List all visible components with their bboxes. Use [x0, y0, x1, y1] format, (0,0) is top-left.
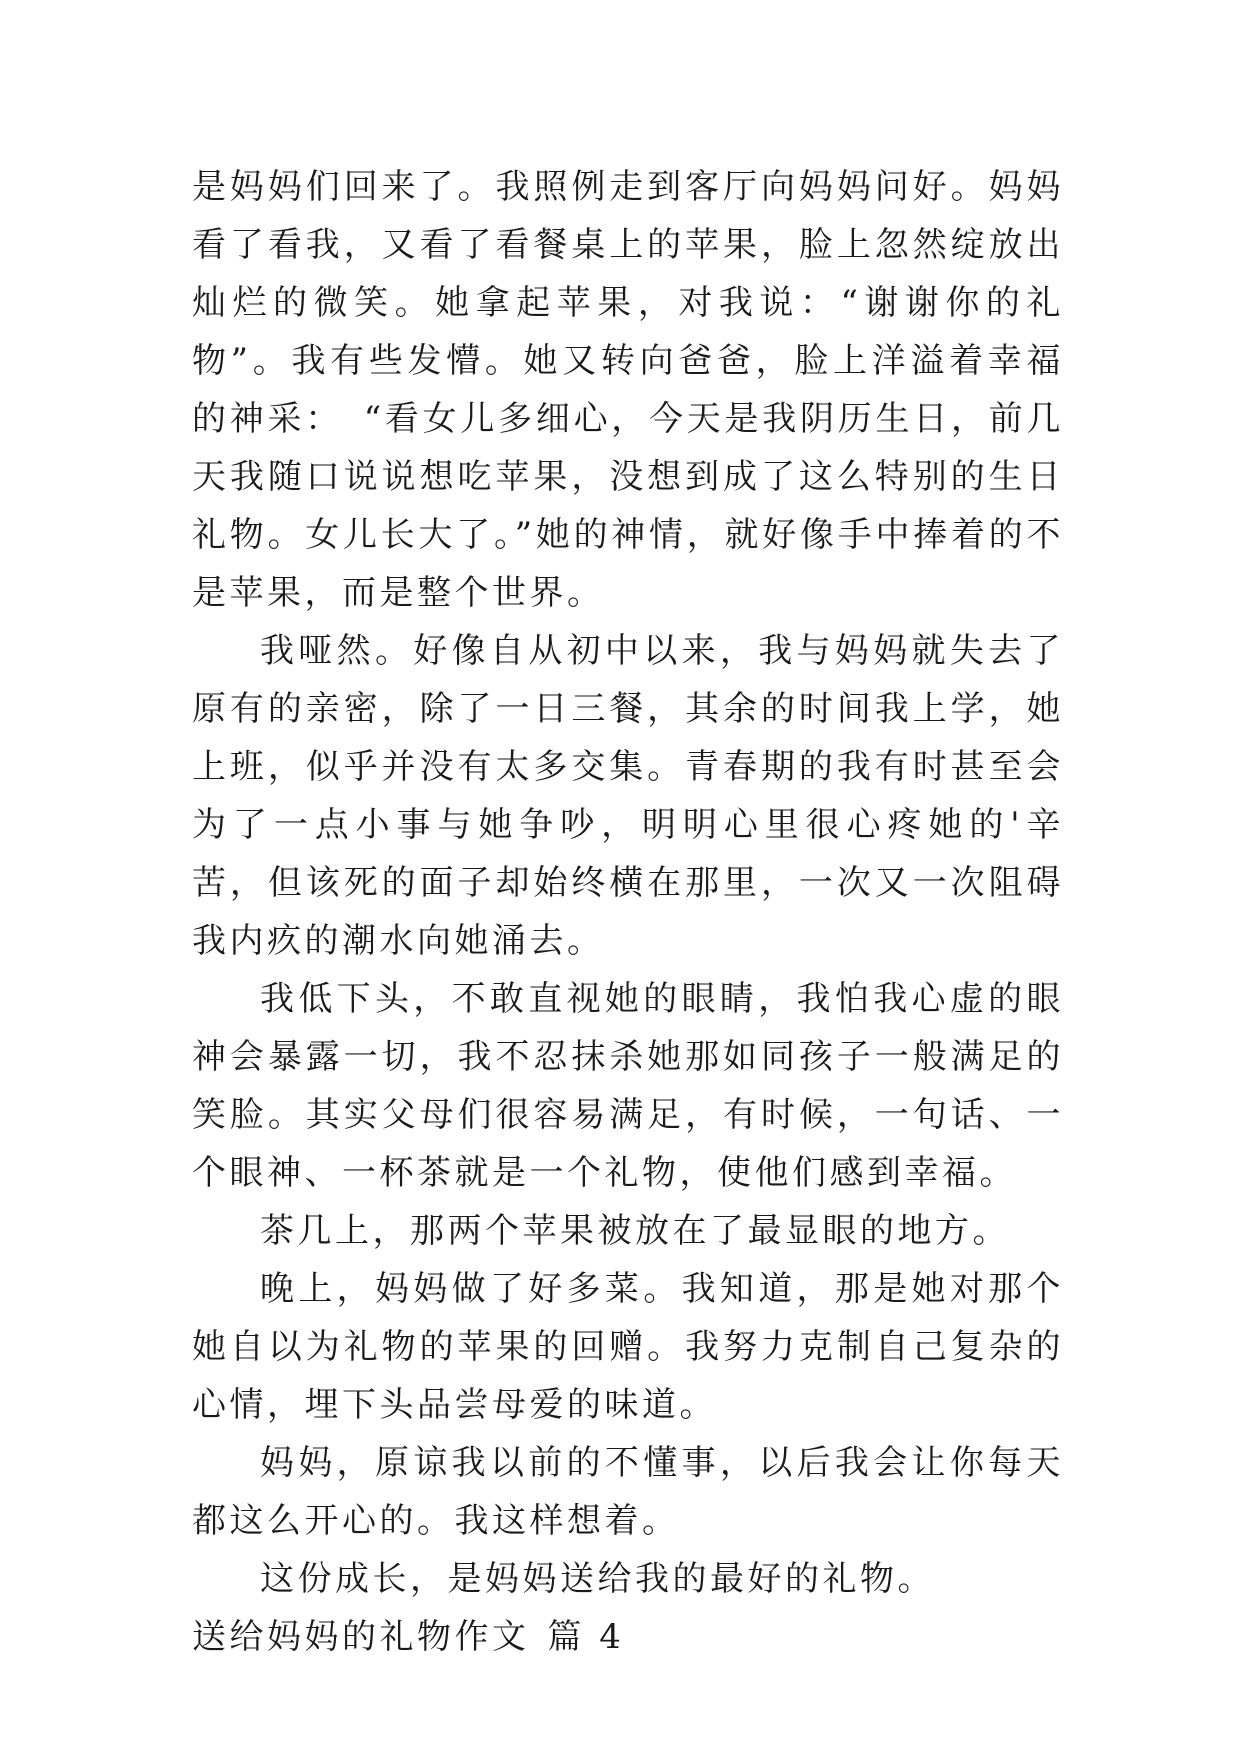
paragraph: 是妈妈们回来了。我照例走到客厅向妈妈问好。妈妈看了看我，又看了看餐桌上的苹果，脸上忽然绽放出灿烂的微笑。她拿起苹果，对我说：“谢谢你的礼物”。我有些发懵。她又转向爸爸，脸上洋溢着幸福的神采： “看女儿多细心，今天是我阴历生日，前几天我随口说说想吃苹果，没想到成了这么特别的生日礼物。女儿长大了。”她的神情，就好像手中捧着的不是苹果，而是整个世界。	[192, 167, 1064, 613]
section-heading-title: 送给妈妈的礼物作文	[192, 1617, 530, 1657]
paragraph: 我哑然。好像自从初中以来，我与妈妈就失去了原有的亲密，除了一日三餐，其余的时间我上学，她上班，似乎并没有太多交集。青春期的我有时甚至会为了一点小事与她争吵，明明心里很心疼她的'辛苦，但该死的面子却始终横在那里，一次又一次阻碍我内疚的潮水向她涌去。	[192, 631, 1064, 961]
paragraph: 这份成长，是妈妈送给我的最好的礼物。	[260, 1559, 935, 1599]
paragraph: 妈妈，原谅我以前的不懂事，以后我会让你每天都这么开心的。我这样想着。	[192, 1443, 1064, 1541]
section-heading-number: 篇 4	[547, 1617, 625, 1657]
paragraph: 茶几上，那两个苹果被放在了最显眼的地方。	[260, 1211, 1010, 1251]
paragraph: 晚上，妈妈做了好多菜。我知道，那是她对那个她自以为礼物的苹果的回赠。我努力克制自己复杂的心情，埋下头品尝母爱的味道。	[192, 1269, 1064, 1425]
paragraph: 我低下头，不敢直视她的眼睛，我怕我心虚的眼神会暴露一切，我不忍抹杀她那如同孩子一般满足的笑脸。其实父母们很容易满足，有时候，一句话、一个眼神、一杯茶就是一个礼物，使他们感到幸福。	[192, 979, 1064, 1193]
document-body	[192, 158, 1064, 1666]
section-heading	[192, 1608, 1064, 1666]
